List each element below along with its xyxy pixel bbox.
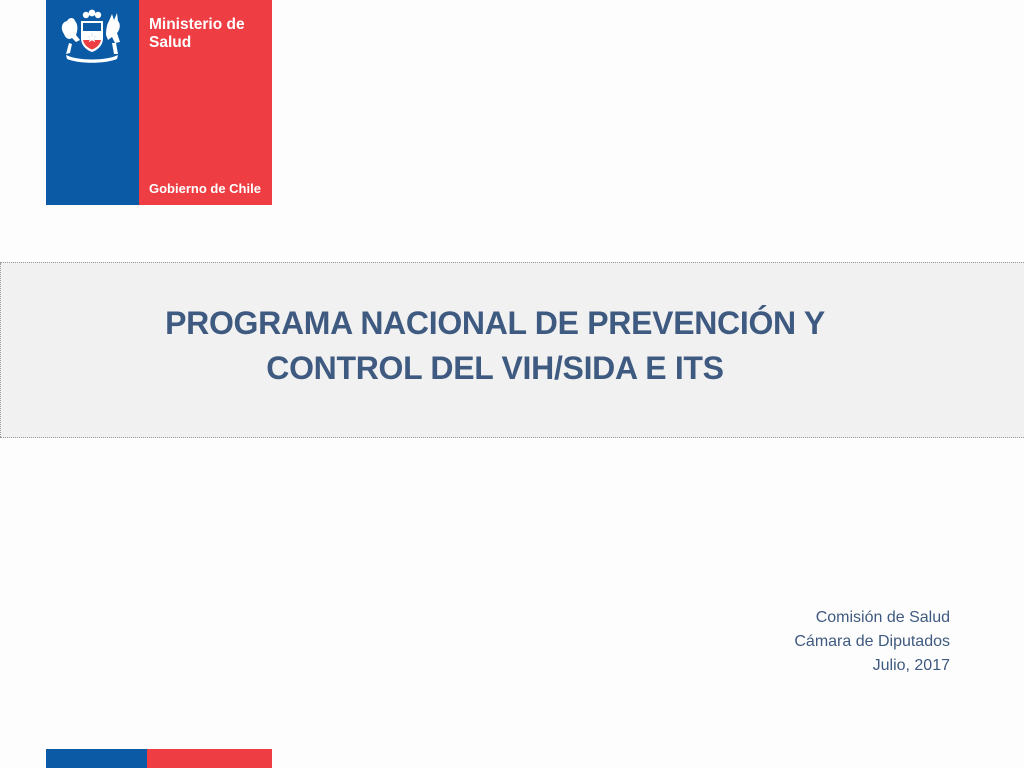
- ministry-logo: [46, 0, 272, 205]
- footer-flag-bar: [46, 749, 272, 768]
- ministry-name: [149, 16, 269, 52]
- presenter-committee: Comisión de Salud: [815, 609, 950, 626]
- presenter-chamber: Cámara de Diputados: [794, 633, 950, 650]
- footer-red-segment: [147, 749, 272, 768]
- chile-coat-of-arms-icon: [54, 8, 130, 64]
- slide-title: [0, 301, 990, 391]
- title-band: [0, 262, 1024, 438]
- government-label: Gobierno de Chile: [149, 181, 261, 196]
- presenter-info: [590, 606, 950, 678]
- footer-blue-segment: [46, 749, 147, 768]
- presenter-date: Julio, 2017: [872, 657, 950, 674]
- ministry-name-line2: Salud: [149, 34, 192, 51]
- slide-title-line1: PROGRAMA NACIONAL DE PREVENCIÓN Y: [165, 305, 825, 341]
- logo-red-panel: [139, 0, 272, 205]
- logo-blue-panel: [46, 0, 139, 205]
- ministry-name-line1: Ministerio de: [149, 16, 245, 33]
- slide-title-line2: CONTROL DEL VIH/SIDA E ITS: [266, 350, 724, 386]
